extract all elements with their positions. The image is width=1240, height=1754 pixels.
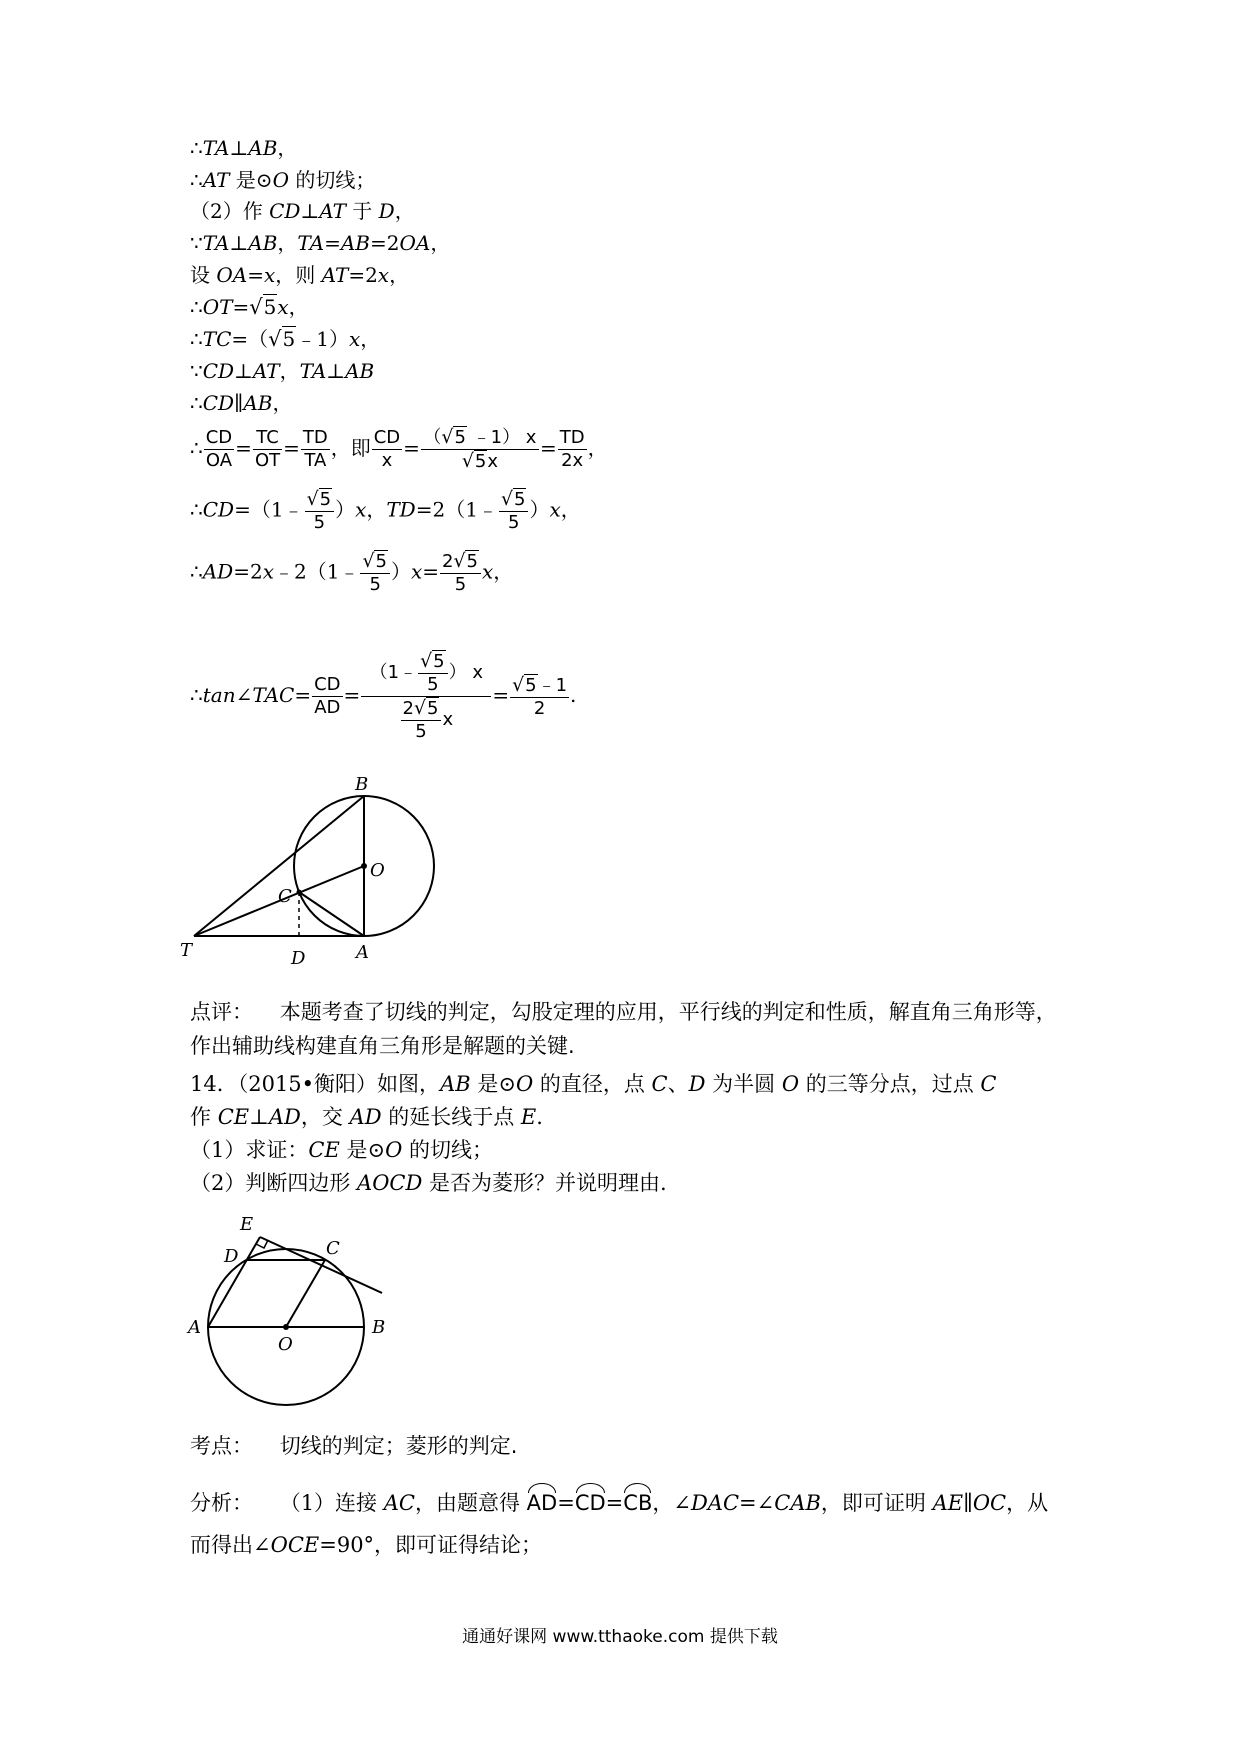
q14-part-1: （1）求证：CE 是⊙O 的切线； (190, 1138, 493, 1162)
label-c-2: C (326, 1238, 340, 1259)
figure-2-geometry (180, 1200, 410, 1430)
comment-text: 本题考查了切线的判定，勾股定理的应用，平行线的判定和性质，解直角三角形等，作出辅助线构建直角三角形是解题的关键. (190, 1000, 1057, 1058)
line-13: ∴tan∠TAC= $\frac{CD}{AD}$ = （1﹣ $\frac{√5}{5}$ ） x $\frac{2√5}{5}$ x = $\frac{√5﹣1}{2}$ . (190, 650, 577, 742)
page-footer: 通通好课网 www.tthaoke.com 提供下载 (462, 1627, 778, 1647)
line-2: ∴AT 是⊙O 的切线； (190, 168, 376, 192)
label-t: T (180, 940, 193, 961)
line-5: 设 OA=x，则 AT=2x， (190, 263, 410, 287)
label-d-2: D (224, 1246, 239, 1267)
segment-ca (299, 892, 364, 936)
line-4: ∵TA⊥AB，TA=AB=2OA， (190, 231, 451, 255)
line-8: ∵CD⊥AT，TA⊥AB (190, 359, 375, 383)
segment-oc (286, 1260, 325, 1327)
point-c (297, 890, 302, 895)
label-a: A (356, 942, 369, 963)
point-o-2 (283, 1324, 289, 1330)
line-3: （2）作 CD⊥AT 于 D， (190, 199, 415, 223)
segment-ec-tangent (260, 1237, 382, 1293)
comment-label: 点评： (190, 1000, 253, 1024)
line-12: ∴AD=2x﹣2（1﹣ $\frac{√5}{5}$ ）x= $\frac{2√5}{5}$ x， (190, 550, 514, 595)
line-7: ∴TC=（√5﹣1）x， (190, 327, 381, 351)
point-o (361, 863, 367, 869)
q14-line-1: 14．（2015•衡阳）如图，AB 是⊙O 的直径，点 C、D 为半圆 O 的三等分点，过点 C (190, 1072, 997, 1096)
label-b: B (355, 774, 369, 795)
comment-block (190, 995, 1060, 1063)
fenxi-line-1: 分析： （1）连接 AC，由题意得 AD=CD=CB，∠DAC=∠CAB，即可证明 AE∥OC，从 (190, 1487, 1048, 1515)
figure-1-geometry (180, 770, 460, 990)
label-e: E (240, 1214, 254, 1235)
q14-line-2: 作 CE⊥AD，交 AD 的延长线于点 E. (190, 1105, 543, 1129)
label-o: O (370, 860, 385, 881)
kaodian-block (190, 1434, 517, 1458)
label-d: D (291, 948, 306, 969)
label-c: C (278, 886, 292, 907)
kaodian-text: 切线的判定；菱形的判定. (279, 1434, 518, 1458)
line-11: ∴CD=（1﹣ $\frac{√5}{5}$ ）x，TD=2（1﹣ $\frac{√5}{5}$ ）x， (190, 488, 581, 533)
label-a-2: A (188, 1317, 201, 1338)
line-9: ∴CD∥AB， (190, 391, 293, 415)
label-o-2: O (278, 1334, 293, 1355)
line-6: ∴OT=√5x， (190, 295, 309, 319)
kaodian-label: 考点： (190, 1434, 253, 1458)
q14-part-2: （2）判断四边形 AOCD 是否为菱形？并说明理由. (190, 1171, 667, 1195)
line-10: ∴ $\frac{CD}{OA}$ = $\frac{TC}{OT}$ = $\frac{TD}{TA}$ ，即 $\frac{CD}{x}$ = $\frac{(√5 ﹣1) x}{√5x}$ = $\frac{TD}{2x}$ ， (190, 426, 608, 472)
segment-tb (194, 796, 364, 936)
fenxi-line-2: 而得出∠OCE=90°，即可证得结论； (190, 1533, 543, 1557)
line-1: ∴TA⊥AB， (190, 136, 298, 160)
label-b-2: B (372, 1317, 386, 1338)
